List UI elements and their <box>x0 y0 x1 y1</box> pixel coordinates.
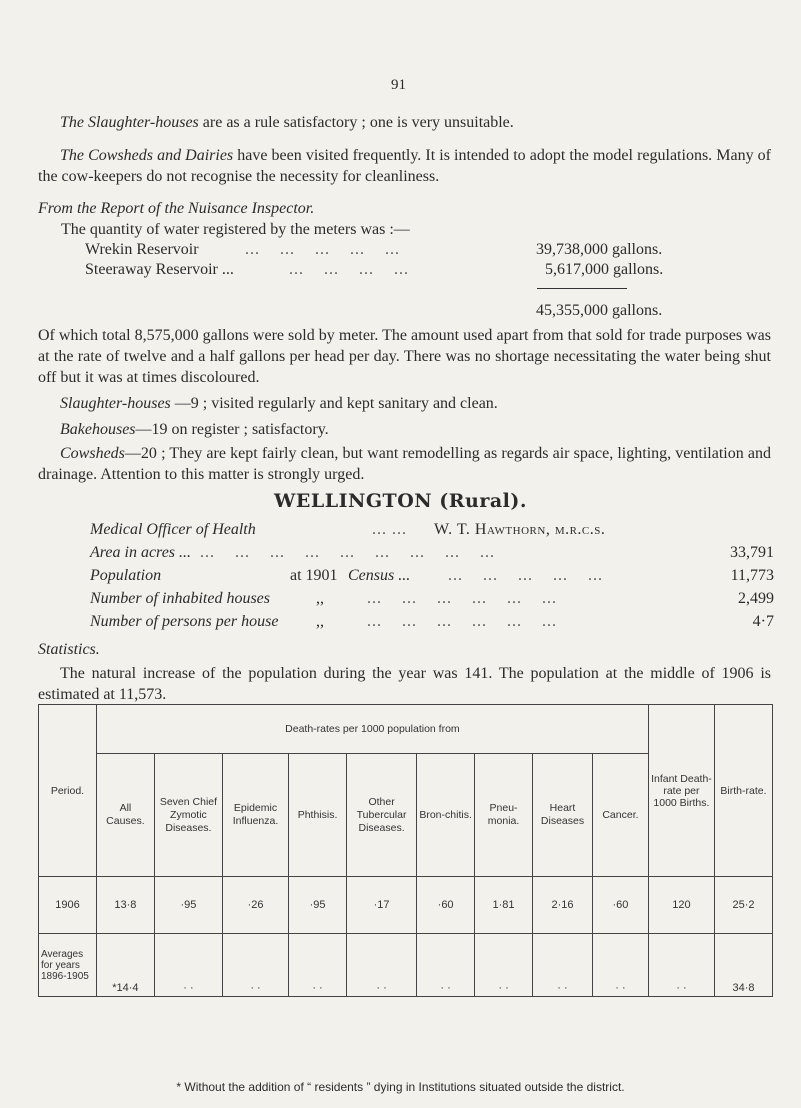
cell: ·17 <box>347 877 417 934</box>
persons-value: 4·7 <box>752 613 774 630</box>
leader-dots: ... ... ... ... ... <box>448 567 603 584</box>
slaughter-houses-paragraph <box>38 112 771 133</box>
slaughter-houses-count-label: Slaughter-houses <box>60 395 171 412</box>
cell: ·95 <box>154 877 222 934</box>
col-phthisis: Phthisis. <box>289 754 347 877</box>
cowsheds-label: The Cowsheds and Dairies <box>60 147 234 164</box>
cell: 34·8 <box>714 934 772 997</box>
reservoir-amount: 5,617,000 gallons. <box>545 261 664 278</box>
leader-dots: ... ... ... ... ... ... <box>367 590 557 607</box>
col-zymotic: Seven Chief Zymotic Diseases. <box>154 754 222 877</box>
cell: · · <box>533 934 593 997</box>
bakehouses-count <box>38 419 771 440</box>
cell-period: Averages for years 1896-1905 <box>39 934 97 997</box>
cell: 2·16 <box>533 877 593 934</box>
cell: *14·4 <box>96 934 154 997</box>
cell: · · <box>648 934 714 997</box>
leader-dots: ... ... ... ... ... ... ... ... ... <box>200 544 495 561</box>
cell: ·60 <box>592 877 648 934</box>
cowsheds-text: have been visited frequently. It is intended to adopt the model regulations. Many of the cow-keepers do not recognise the necessity for cleanliness. <box>38 147 771 185</box>
col-cancer: Cancer. <box>592 754 648 877</box>
slaughter-houses-count-text: —9 ; visited regularly and kept sanitary and clean. <box>170 395 498 412</box>
bakehouses-text: —19 on register ; satisfactory. <box>135 421 329 438</box>
moh-label: Medical Officer of Health <box>90 521 256 538</box>
reservoir-name: Wrekin Reservoir <box>85 241 199 258</box>
houses-label: Number of inhabited houses <box>90 590 270 607</box>
leader-dots: ... ... ... ... ... ... <box>367 613 557 630</box>
col-heart: Heart Diseases <box>533 754 593 877</box>
nuisance-inspector-heading: From the Report of the Nuisance Inspector. <box>38 200 315 217</box>
persons-ditto: ,, <box>316 613 324 630</box>
cell: ·95 <box>289 877 347 934</box>
col-tubercular: Other Tubercular Diseases. <box>347 754 417 877</box>
group-header: Death-rates per 1000 population from <box>96 705 648 754</box>
col-influenza: Epidemic Influenza. <box>222 754 288 877</box>
cell: · · <box>417 934 475 997</box>
population-label: Population <box>90 567 162 584</box>
cell: · · <box>222 934 288 997</box>
persons-label: Number of persons per house <box>90 613 279 630</box>
col-bronchitis: Bron-chitis. <box>417 754 475 877</box>
cell: ·60 <box>417 877 475 934</box>
col-infant: Infant Death-rate per 1000 Births. <box>648 705 714 877</box>
page-number: 91 <box>391 77 406 93</box>
cowsheds-count-text: —20 ; They are kept fairly clean, but want remodelling as regards air space, lighting, ventilation and drainage. Attention to this matter is strongly urged. <box>38 445 771 483</box>
table-row <box>39 934 773 997</box>
slaughter-houses-label: The Slaughter-houses <box>60 114 199 131</box>
moh-dots: ... ... <box>372 521 407 538</box>
statistics-heading: Statistics. <box>38 641 100 658</box>
cowsheds-count-label: Cowsheds <box>60 445 125 462</box>
col-period: Period. <box>39 705 97 877</box>
col-all-causes: All Causes. <box>96 754 154 877</box>
table-row <box>39 877 773 934</box>
houses-ditto: ,, <box>316 590 324 607</box>
area-value: 33,791 <box>730 544 774 561</box>
col-birth: Birth-rate. <box>714 705 772 877</box>
leader-dots: ... ... ... ... <box>289 261 409 278</box>
cell: · · <box>475 934 533 997</box>
reservoir-name: Steeraway Reservoir ... <box>85 261 234 278</box>
cell: · · <box>154 934 222 997</box>
cell: · · <box>289 934 347 997</box>
cell: 1·81 <box>475 877 533 934</box>
population-value: 11,773 <box>730 567 774 584</box>
bakehouses-label: Bakehouses <box>60 421 136 438</box>
col-pneumonia: Pneu-monia. <box>475 754 533 877</box>
population-census: Census ... <box>348 567 411 584</box>
area-label: Area in acres ... <box>90 544 192 561</box>
reservoir-amount: 39,738,000 gallons. <box>536 241 663 258</box>
cell: 13·8 <box>96 877 154 934</box>
water-paragraph: Of which total 8,575,000 gallons were sold by meter. The amount used apart from that sold for trade purposes was at the rate of twelve and a half gallons per head per day. There was no shortage necessitating the water being shut off but it was at times discoloured. <box>38 327 771 386</box>
water-total: 45,355,000 gallons. <box>536 302 663 319</box>
statistics-paragraph: The natural increase of the population during the year was 141. The population at the middle of 1906 is estimated at 11,573. <box>38 665 771 703</box>
cell: ·26 <box>222 877 288 934</box>
cell: 25·2 <box>714 877 772 934</box>
houses-value: 2,499 <box>738 590 774 607</box>
table-footnote: * Without the addition of “ residents ” dying in Institutions situated outside the district. <box>176 1080 625 1094</box>
slaughter-houses-text: are as a rule satisfactory ; one is very unsuitable. <box>198 114 514 131</box>
district-heading: WELLINGTON (Rural). <box>274 490 527 512</box>
sum-rule <box>537 288 627 289</box>
moh-value: W. T. Hawthorn, m.r.c.s. <box>434 521 606 538</box>
cowsheds-count <box>38 443 771 485</box>
population-year: at 1901 <box>290 567 338 584</box>
cell: · · <box>347 934 417 997</box>
slaughter-houses-count <box>38 393 771 414</box>
death-rates-table <box>38 704 773 997</box>
water-intro: The quantity of water registered by the meters was :— <box>61 221 410 238</box>
leader-dots: ... ... ... ... ... <box>245 241 400 258</box>
cell: · · <box>592 934 648 997</box>
cell-period: 1906 <box>39 877 97 934</box>
cowsheds-paragraph <box>38 145 771 187</box>
cell: 120 <box>648 877 714 934</box>
